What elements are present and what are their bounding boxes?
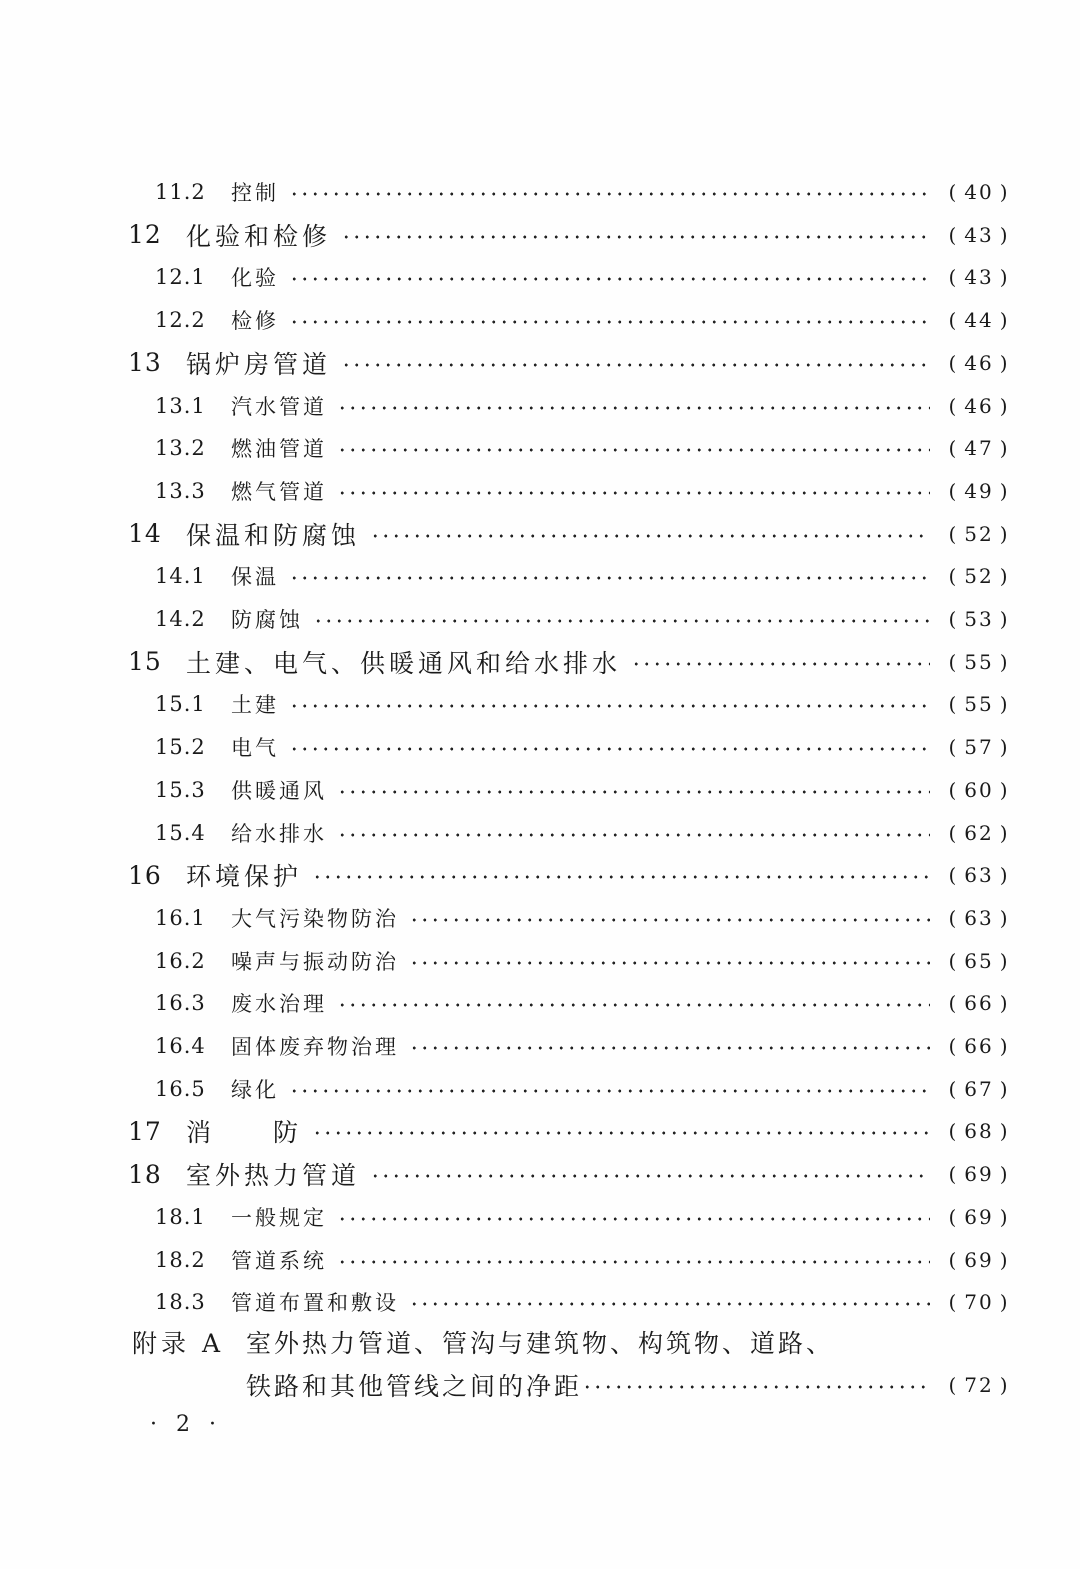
toc-entry-page-number: 43 [964, 222, 994, 247]
toc-entry-page-ref [944, 1119, 1014, 1143]
toc-entry-number: 16.5 [155, 1076, 206, 1101]
toc-entry-title: 一般规定 [231, 1205, 327, 1230]
toc-entry-title: 防腐蚀 [231, 608, 303, 632]
appendix-title-line-1: 室外热力管道、管沟与建筑物、构筑物、道路、 [246, 1329, 835, 1358]
dot-leader [409, 913, 930, 927]
dot-leader [312, 1126, 930, 1140]
toc-entry-title: 固体废弃物治理 [231, 1035, 399, 1059]
toc-entry-section[interactable] [155, 770, 1010, 810]
toc-entry-title: 化验和检修 [186, 221, 332, 251]
close-paren: ) [999, 948, 1010, 973]
close-paren: ) [999, 607, 1010, 631]
toc-entry-section[interactable] [155, 684, 1010, 724]
toc-entry-page-number: 63 [964, 863, 994, 888]
toc-entry-title: 大气污染物防治 [231, 906, 399, 931]
toc-entry-page-ref [944, 607, 1014, 631]
toc-entry-section[interactable] [155, 172, 1010, 212]
dot-leader [370, 529, 930, 543]
toc-entry-number: 14 [128, 519, 162, 549]
toc-entry-section[interactable] [155, 1069, 1010, 1109]
dot-leader [289, 571, 930, 585]
close-paren: ) [999, 564, 1010, 589]
close-paren: ) [999, 1204, 1010, 1229]
toc-entry-number: 12.2 [155, 308, 206, 333]
close-paren: ) [999, 820, 1010, 845]
close-paren: ) [999, 692, 1010, 717]
toc-entry-chapter[interactable] [128, 642, 1010, 682]
toc-entry-section[interactable] [155, 300, 1010, 340]
toc-entry-page-number: 49 [964, 478, 994, 503]
toc-entry-number: 13.3 [155, 478, 206, 503]
toc-entry-page-ref [944, 778, 1014, 802]
toc-entry-title: 土建、电气、供暖通风和给水排水 [186, 648, 622, 678]
toc-entry-page-ref [944, 735, 1014, 759]
toc-entry-page-ref [944, 1205, 1014, 1229]
open-paren: ( [948, 1162, 959, 1187]
toc-entry-section[interactable] [155, 727, 1010, 767]
open-paren: ( [948, 350, 959, 375]
toc-entry-section[interactable] [155, 941, 1010, 981]
dot-leader [337, 486, 930, 500]
toc-entry-page-number: 62 [964, 820, 994, 845]
toc-entry-number: 15.2 [155, 735, 206, 760]
toc-entry-title: 供暖通风 [231, 778, 327, 803]
toc-entry-page-ref [944, 906, 1014, 930]
toc-entry-number: 18.2 [155, 1247, 206, 1272]
dot-leader [337, 443, 930, 457]
dot-leader [337, 998, 930, 1012]
close-paren: ) [999, 1119, 1010, 1144]
toc-entry-chapter[interactable] [128, 1154, 1010, 1194]
close-paren: ) [999, 350, 1010, 375]
toc-entry-page-ref [944, 1248, 1014, 1272]
toc-entry-number: 12 [128, 220, 162, 250]
toc-entry-page-number: 46 [964, 393, 994, 418]
open-paren: ( [948, 393, 959, 418]
close-paren: ) [999, 863, 1010, 888]
toc-entry-page-number: 66 [964, 991, 994, 1016]
open-paren: ( [948, 1119, 959, 1144]
toc-entry-section[interactable] [155, 1026, 1010, 1066]
toc-entry-title: 保温和防腐蚀 [186, 520, 361, 550]
page-footer-number: · 2 · [150, 1412, 222, 1437]
toc-entry-title: 化验 [231, 266, 279, 291]
toc-entry-number: 13.2 [155, 436, 206, 461]
toc-entry-section[interactable] [155, 983, 1010, 1023]
toc-entry-page-number: 55 [964, 692, 994, 717]
close-paren: ) [999, 1247, 1010, 1272]
toc-entry-section[interactable] [155, 257, 1010, 297]
toc-entry-page-ref [944, 863, 1014, 887]
toc-entry-title: 绿化 [231, 1077, 279, 1102]
toc-entry-title: 消 防 [186, 1118, 303, 1148]
close-paren: ) [999, 649, 1010, 674]
toc-entry-page-number: 44 [964, 308, 994, 333]
dot-leader [289, 187, 930, 201]
toc-entry-page-number: 67 [964, 1076, 994, 1101]
toc-entry-title: 保温 [231, 565, 279, 590]
close-paren: ) [999, 478, 1010, 503]
toc-entry-section[interactable] [155, 386, 1010, 426]
toc-entry-page-number: 60 [964, 777, 994, 802]
toc-entry-page-ref [944, 1077, 1014, 1101]
toc-entry-number: 15.3 [155, 777, 206, 802]
dot-leader [409, 956, 930, 970]
toc-entry-page-number: 43 [964, 265, 994, 290]
toc-entry-page-ref [944, 180, 1014, 204]
close-paren: ) [999, 777, 1010, 802]
open-paren: ( [948, 1247, 959, 1272]
toc-entry-number: 15 [128, 647, 162, 677]
toc-entry-page-number: 46 [964, 350, 994, 375]
toc-entry-section[interactable] [155, 1197, 1010, 1237]
dot-leader [631, 657, 930, 671]
dot-leader [409, 1041, 930, 1055]
dot-leader [337, 828, 930, 842]
dot-leader [337, 1212, 930, 1226]
toc-entry-number: 14.2 [155, 607, 206, 631]
toc-entry-number: 15.1 [155, 692, 206, 717]
dot-leader [289, 315, 930, 329]
open-paren: ( [948, 692, 959, 717]
toc-entry-number: 14.1 [155, 564, 206, 589]
close-paren: ) [999, 393, 1010, 418]
close-paren: ) [999, 1034, 1010, 1058]
open-paren: ( [948, 436, 959, 461]
toc-entry-section[interactable] [155, 1240, 1010, 1280]
close-paren: ) [999, 180, 1010, 204]
open-paren: ( [948, 1034, 959, 1058]
toc-entry-page-ref [944, 1290, 1014, 1314]
toc-entry-number: 18.1 [155, 1204, 206, 1229]
close-paren: ) [999, 1290, 1010, 1315]
toc-entry-section[interactable] [155, 428, 1010, 468]
toc-entry-number: 15.4 [155, 820, 206, 845]
toc-entry-page-ref [944, 1034, 1014, 1058]
open-paren: ( [948, 308, 959, 333]
close-paren: ) [999, 436, 1010, 461]
toc-entry-title: 检修 [231, 309, 279, 334]
toc-entry-page-ref [944, 522, 1014, 546]
toc-entry-number: 11.2 [155, 180, 206, 204]
open-paren: ( [948, 948, 959, 973]
toc-entry-number: 16.1 [155, 905, 206, 930]
toc-entry-title: 管道布置和敷设 [231, 1291, 399, 1316]
toc-entry-page-number: 53 [964, 607, 994, 631]
toc-entry-page-number: 40 [964, 180, 994, 204]
toc-entry-section[interactable] [155, 1282, 1010, 1322]
toc-entry-chapter[interactable] [128, 343, 1010, 383]
toc-entry-title: 给水排水 [231, 821, 327, 846]
toc-entry-chapter[interactable] [128, 1111, 1010, 1151]
toc-entry-section[interactable] [155, 556, 1010, 596]
toc-entry-page-ref [944, 479, 1014, 503]
close-paren: ) [999, 905, 1010, 930]
close-paren: ) [999, 1076, 1010, 1101]
dot-leader [409, 1297, 930, 1311]
close-paren: ) [999, 991, 1010, 1016]
toc-entry-title: 废水治理 [231, 992, 327, 1017]
toc-entry-title: 噪声与振动防治 [231, 949, 399, 974]
toc-entry-page-ref [944, 949, 1014, 973]
toc-entry-number: 16.4 [155, 1034, 206, 1058]
toc-entry-page-number: 52 [964, 521, 994, 546]
toc-entry-page-ref [944, 650, 1014, 674]
toc-entry-number: 18 [128, 1159, 162, 1189]
appendix-page-ref [944, 1373, 1014, 1397]
toc-entry-title: 控制 [231, 181, 279, 205]
toc-entry-page-number: 63 [964, 905, 994, 930]
toc-entry-number: 17 [128, 1116, 162, 1146]
toc-entry-number: 16.2 [155, 948, 206, 973]
toc-entry-chapter[interactable] [128, 855, 1010, 895]
dot-leader [337, 1255, 930, 1269]
appendix-entry-line-1[interactable] [132, 1322, 930, 1362]
toc-entry-chapter[interactable] [128, 215, 1010, 255]
close-paren: ) [999, 521, 1010, 546]
toc-entry-page-ref [944, 394, 1014, 418]
open-paren: ( [948, 1204, 959, 1229]
toc-entry-page-number: 65 [964, 948, 994, 973]
close-paren: ) [999, 1162, 1010, 1187]
close-paren: ) [999, 308, 1010, 333]
open-paren: ( [948, 863, 959, 888]
toc-entry-title: 汽水管道 [231, 394, 327, 419]
toc-entry-page-ref [944, 692, 1014, 716]
dot-leader [289, 272, 930, 286]
open-paren: ( [948, 478, 959, 503]
open-paren: ( [948, 1290, 959, 1315]
appendix-entry-line-2[interactable] [132, 1365, 1010, 1405]
dot-leader [289, 1084, 930, 1098]
open-paren: ( [948, 265, 959, 290]
open-paren: ( [948, 991, 959, 1016]
toc-entry-page-number: 66 [964, 1034, 994, 1058]
toc-entry-page-ref [944, 991, 1014, 1015]
toc-entry-number: 18.3 [155, 1290, 206, 1315]
toc-entry-section[interactable] [155, 813, 1010, 853]
close-paren: ) [999, 265, 1010, 290]
toc-entry-title: 管道系统 [231, 1248, 327, 1273]
dot-leader [341, 358, 930, 372]
dot-leader [337, 401, 930, 415]
toc-entry-title: 电气 [231, 736, 279, 761]
dot-leader [337, 785, 930, 799]
toc-entry-page-ref [944, 1162, 1014, 1186]
toc-entry-page-number: 69 [964, 1204, 994, 1229]
open-paren: ( [948, 521, 959, 546]
toc-entry-page-ref [944, 265, 1014, 289]
open-paren: ( [948, 649, 959, 674]
toc-entry-page-ref [944, 308, 1014, 332]
open-paren: ( [948, 735, 959, 760]
dot-leader [582, 1380, 930, 1394]
toc-entry-page-number: 47 [964, 436, 994, 461]
appendix-title-line-2: 铁路和其他管线之间的净距 [246, 1372, 583, 1401]
toc-entry-page-ref [944, 821, 1014, 845]
open-paren: ( [948, 222, 959, 247]
appendix-label: 附录 A [132, 1329, 225, 1358]
dot-leader [341, 230, 930, 244]
toc-entry-number: 13 [128, 348, 162, 378]
toc-entry-chapter[interactable] [128, 514, 1010, 554]
open-paren: ( [948, 1076, 959, 1101]
appendix-page-number: 72 [964, 1373, 994, 1397]
open-paren: ( [948, 564, 959, 589]
open-paren: ( [948, 180, 959, 204]
toc-entry-number: 16 [128, 860, 162, 890]
toc-entry-title: 环境保护 [186, 862, 303, 892]
toc-entry-title: 锅炉房管道 [186, 349, 332, 379]
toc-entry-title: 燃油管道 [231, 437, 327, 462]
toc-entry-page-number: 68 [964, 1119, 994, 1144]
toc-entry-page-number: 69 [964, 1162, 994, 1187]
open-paren: ( [948, 1373, 959, 1397]
toc-entry-title: 土建 [231, 693, 279, 718]
dot-leader [312, 870, 930, 884]
toc-entry-page-number: 55 [964, 649, 994, 674]
dot-leader [370, 1169, 930, 1183]
toc-entry-page-ref [944, 436, 1014, 460]
open-paren: ( [948, 777, 959, 802]
toc-entry-title: 燃气管道 [231, 479, 327, 504]
toc-entry-number: 13.1 [155, 393, 206, 418]
close-paren: ) [999, 1373, 1010, 1397]
toc-entry-section[interactable] [155, 898, 1010, 938]
open-paren: ( [948, 905, 959, 930]
toc-entry-section[interactable] [155, 471, 1010, 511]
dot-leader [289, 742, 930, 756]
toc-entry-page-number: 70 [964, 1290, 994, 1315]
open-paren: ( [948, 820, 959, 845]
toc-entry-page-number: 57 [964, 735, 994, 760]
toc-entry-page-ref [944, 351, 1014, 375]
toc-entry-title: 室外热力管道 [186, 1161, 361, 1191]
dot-leader [313, 614, 930, 628]
toc-entry-page-number: 69 [964, 1247, 994, 1272]
dot-leader [289, 699, 930, 713]
toc-entry-page-number: 52 [964, 564, 994, 589]
toc-entry-number: 12.1 [155, 265, 206, 290]
open-paren: ( [948, 607, 959, 631]
toc-entry-page-ref [944, 223, 1014, 247]
close-paren: ) [999, 222, 1010, 247]
toc-entry-page-ref [944, 564, 1014, 588]
toc-entry-section[interactable] [155, 599, 1010, 639]
close-paren: ) [999, 735, 1010, 760]
toc-entry-number: 16.3 [155, 991, 206, 1016]
